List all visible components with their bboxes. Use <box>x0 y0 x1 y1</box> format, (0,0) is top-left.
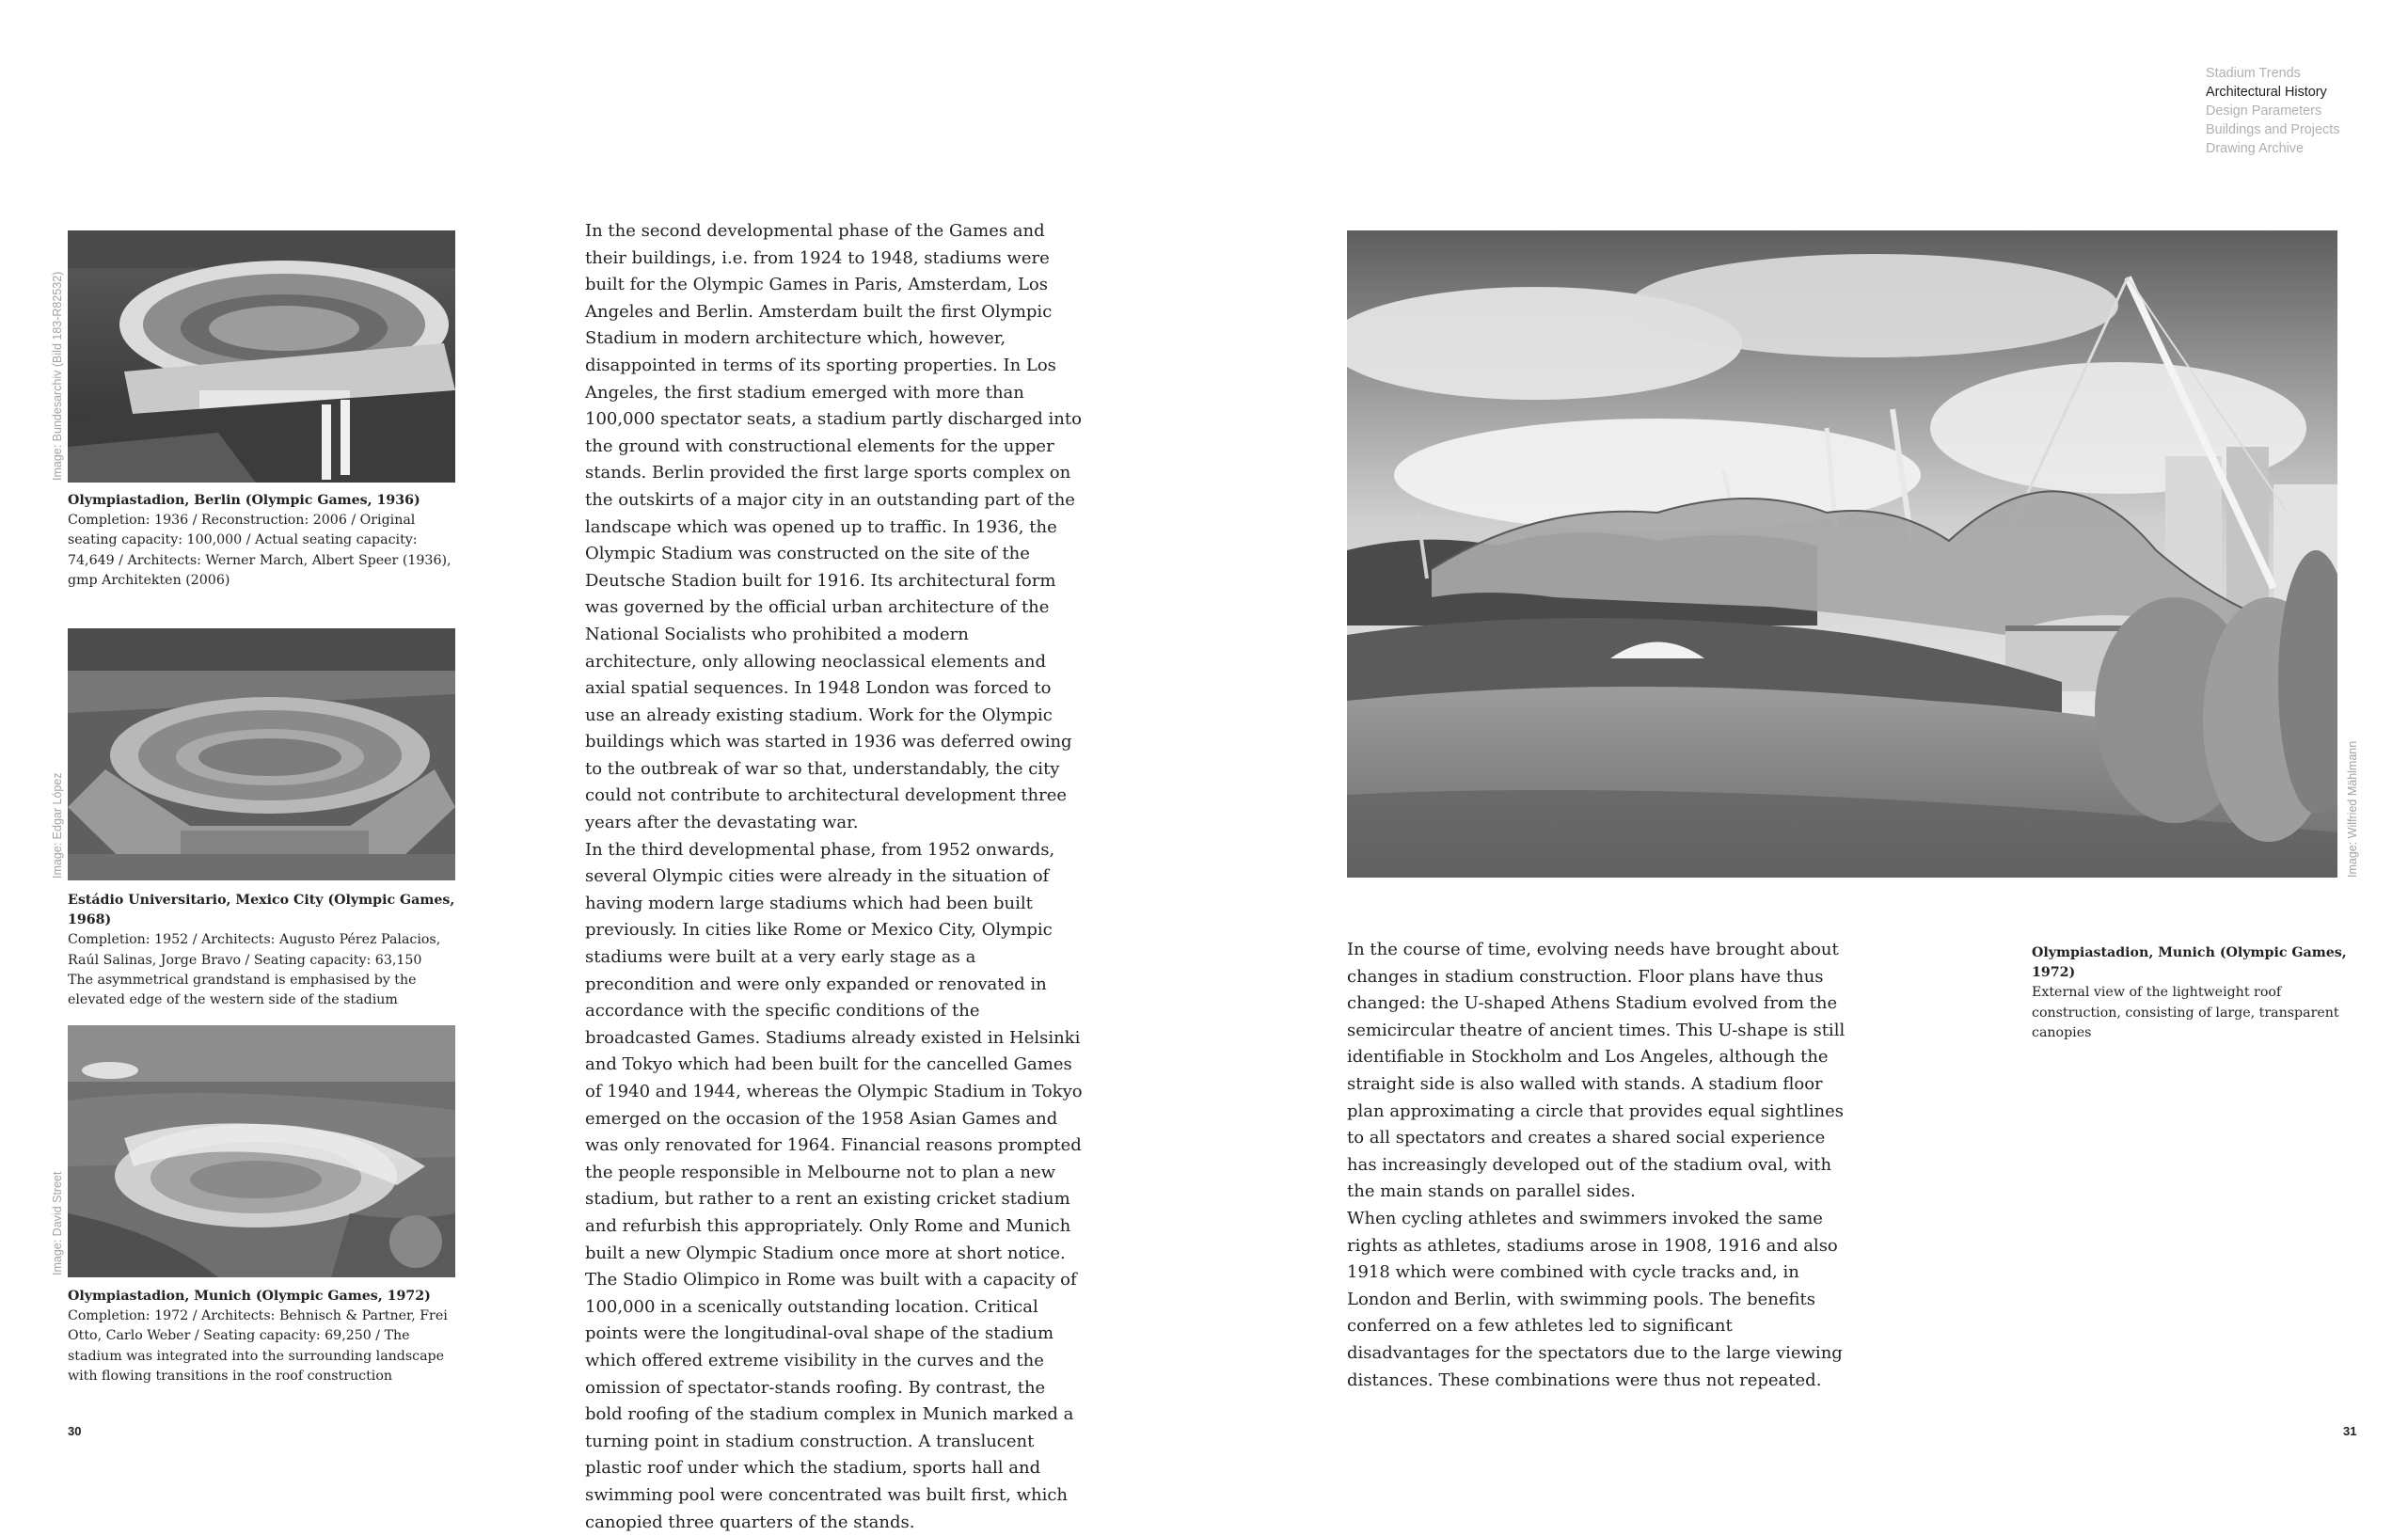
caption-berlin <box>68 491 463 591</box>
nav-item-design-parameters[interactable]: Design Parameters <box>2206 103 2322 119</box>
page-number-right: 31 <box>2343 1424 2357 1438</box>
body-paragraph: When cycling athletes and swimmers invoked the same rights as athletes, stadiums arose in 1908, 1916 and also 1918 which were combined with cycle tracks and, in London and Berlin, with swimming pools. The benefits conferred on a few athletes led to significant disadvantages for the spectators due to the large viewing distances. These combinations were thus not repeated. <box>1347 1208 1843 1390</box>
page-number-left: 30 <box>68 1424 82 1438</box>
caption-title: Olympiastadion, Munich (Olympic Games, 1972) <box>2032 945 2347 981</box>
caption-munich-small <box>68 1287 463 1386</box>
tent-roof-photo-icon <box>1347 230 2337 878</box>
photo-credit-mexico: Image: Edgar López <box>51 772 64 879</box>
body-column-right <box>1347 937 1846 1394</box>
caption-mexico <box>68 891 463 1010</box>
body-paragraph: In the third developmental phase, from 1952 onwards, several Olympic cities were already in the situation of having modern large stadiums which had been built previously. In cities like Rome or Mexico City, Olympic stadiums were built at a very early stage as a precondition and were only expanded or renovated in accordance with the specific conditions of the broadcasted Games. Stadiums already existed in Helsinki and Tokyo which had been built for the cancelled Games of 1940 and 1944, whereas the Olympic Stadium in Tokyo emerged on the occasion of the 1958 Asian Games and was only renovated for 1964. Financial reasons prompted the people responsible in Melbourne not to plan a new stadium, but rather to a rent an existing cricket stadium and refurbish this appropriately. Only Rome and Munich built a new Olympic Stadium once more at short notice. The Stadio Olimpico in Rome was built with a capacity of 100,000 in a scenically outstanding location. Critical points were the longitudinal-oval shape of the stadium which offered extreme visibility in the curves and the omission of spectator-stands roofing. By contrast, the bold roofing of the stadium complex in Munich marked a turning point in stadium construction. A translucent plastic roof under which the stadium, sports hall and swimming pool were concentrated was built first, which canopied three quarters of the stands. <box>585 839 1083 1532</box>
nav-item-stadium-trends[interactable]: Stadium Trends <box>2206 66 2301 81</box>
body-paragraph: In the course of time, evolving needs have brought about changes in stadium construction. Floor plans have thus changed: the U-shaped Athens Stadium evolved from the semicircular theatre of ancient times. This U-shape is still identifiable in Stockholm and Los Angeles, although the straight side is also walled with stands. A stadium floor plan approximating a circle that provides equal sightlines to all spectators and creates a shared social experience has increasingly developed out of the stadium oval, with the main stands on parallel sides. <box>1347 940 1846 1202</box>
nav-item-architectural-history[interactable]: Architectural History <box>2206 85 2327 100</box>
stadium-aerial-photo-icon <box>68 1025 455 1277</box>
photo-credit-berlin: Image: Bundesarchiv (Bild 183-R82532) <box>51 271 64 481</box>
caption-note: The asymmetrical grandstand is emphasised by the elevated edge of the western side of the stadium <box>68 972 417 1008</box>
caption-text: External view of the lightweight roof construction, consisting of large, transparent canopies <box>2032 985 2339 1040</box>
caption-munich-large <box>2032 943 2366 1043</box>
photo-credit-munich-small: Image: David Street <box>51 1171 64 1275</box>
caption-title: Estádio Universitario, Mexico City (Olympic Games, 1968) <box>68 893 455 928</box>
photo-mexico-city-stadium <box>68 628 455 880</box>
body-paragraph: In the second developmental phase of the Games and their buildings, i.e. from 1924 to 1948, stadiums were built for the Olympic Games in Paris, Amsterdam, Los Angeles and Berlin. Amsterdam built the first Olympic Stadium in modern architecture which, however, disappointed in terms of its sporting properties. In Los Angeles, the first stadium emerged with more than 100,000 spectator seats, a stadium partly discharged into the ground with constructional elements for the upper stands. Berlin provided the first large sports complex on the outskirts of a major city in an outstanding part of the landscape which was opened up to traffic. In 1936, the Olympic Stadium was constructed on the site of the Deutsche Stadion built for 1916. Its architectural form was governed by the official urban architecture of the National Socialists who prohibited a modern architecture, only allowing neoclassical elements and axial spatial sequences. In 1948 London was forced to use an already existing stadium. Work for the Olympic buildings which was started in 1936 was deferred owing to the outbreak of war so that, understandably, the city could not contribute to architectural development three years after the devastating war. <box>585 221 1082 833</box>
caption-title: Olympiastadion, Munich (Olympic Games, 1972) <box>68 1289 431 1304</box>
caption-text: Completion: 1936 / Reconstruction: 2006 / Original seating capacity: 100,000 / Actual seating capacity: 74,649 / Architects: Werner March, Albert Speer (1936), gmp Architekten (2006) <box>68 513 452 588</box>
caption-title: Olympiastadion, Berlin (Olympic Games, 1936) <box>68 493 420 508</box>
section-nav <box>2206 64 2339 158</box>
photo-credit-munich-large: Image: Wilfried Mählmann <box>2346 740 2359 878</box>
nav-item-buildings-and-projects[interactable]: Buildings and Projects <box>2206 122 2340 137</box>
caption-text: Completion: 1972 / Architects: Behnisch & Partner, Frei Otto, Carlo Weber / Seating capacity: 69,250 / The stadium was integrated into the surrounding landscape with flowing transitions in the roof construction <box>68 1308 448 1384</box>
stadium-aerial-photo-icon <box>68 628 455 880</box>
body-column-left <box>585 218 1084 1536</box>
photo-berlin-olympiastadion <box>68 230 455 483</box>
nav-item-drawing-archive[interactable]: Drawing Archive <box>2206 141 2304 156</box>
caption-text: Completion: 1952 / Architects: Augusto Pérez Palacios, Raúl Salinas, Jorge Bravo / Seating capacity: 63,150 <box>68 932 441 968</box>
photo-munich-aerial <box>68 1025 455 1277</box>
photo-munich-roof-canopies <box>1347 230 2337 878</box>
stadium-aerial-photo-icon <box>68 230 455 483</box>
